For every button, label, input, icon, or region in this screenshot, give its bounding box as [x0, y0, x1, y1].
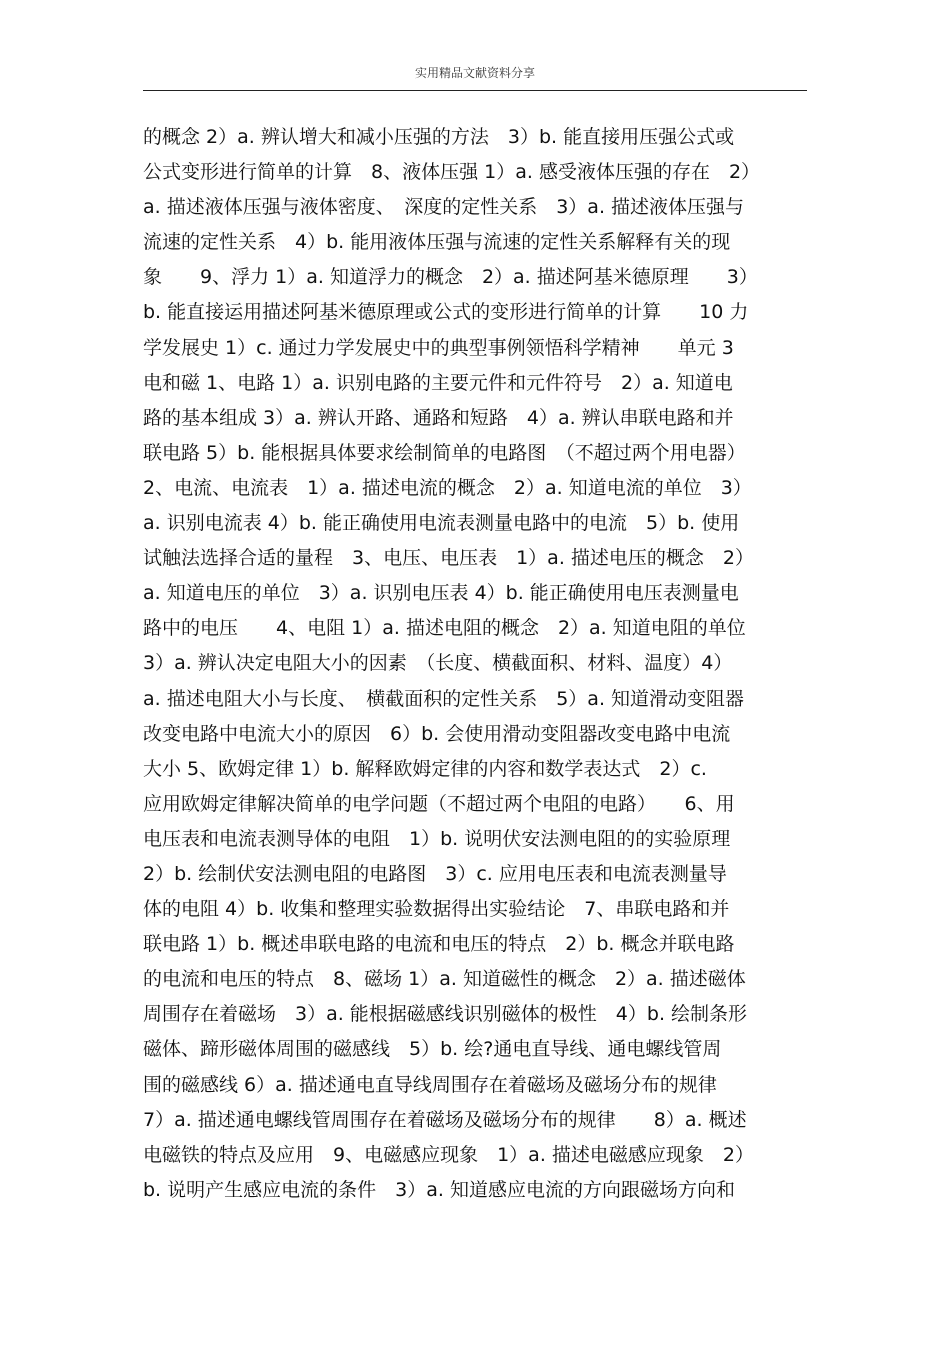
text-line: 改变电路中电流大小的原因 6）b. 会使用滑动变阻器改变电路中电流: [143, 722, 731, 745]
text-line: 7）a. 描述通电螺线管周围存在着磁场及磁场分布的规律 8）a. 概述: [143, 1108, 747, 1131]
header-divider: [143, 90, 807, 91]
body-text: [143, 120, 807, 1208]
text-line: 应用欧姆定律解决简单的电学问题（不超过两个电阻的电路） 6、用: [143, 792, 735, 815]
text-line: 大小 5、欧姆定律 1）b. 解释欧姆定律的内容和数学表达式 2）c.: [143, 757, 707, 780]
text-line: 象 9、浮力 1）a. 知道浮力的概念 2）a. 描述阿基米德原理 3）: [143, 266, 758, 289]
text-line: 联电路 1）b. 概述串联电路的电流和电压的特点 2）b. 概念并联电路: [143, 933, 735, 956]
text-line: a. 描述液体压强与液体密度、 深度的定性关系 3）a. 描述液体压强与: [143, 196, 745, 219]
text-line: 2）b. 绘制伏安法测电阻的电路图 3）c. 应用电压表和电流表测量导: [143, 862, 727, 885]
text-line: 电磁铁的特点及应用 9、电磁感应现象 1）a. 描述电磁感应现象 2）: [143, 1143, 754, 1166]
text-line: 的概念 2）a. 辨认增大和减小压强的方法 3）b. 能直接用压强公式或: [143, 126, 735, 148]
page-header-title: 实用精品文献资料分享: [414, 66, 535, 80]
text-line: 电压表和电流表测导体的电阻 1）b. 说明伏安法测电阻的的实验原理: [143, 827, 731, 850]
text-line: 电和磁 1、电路 1）a. 识别电路的主要元件和元件符号 2）a. 知道电: [143, 371, 733, 394]
text-line: b. 能直接运用描述阿基米德原理或公式的变形进行简单的计算 10 力: [143, 301, 749, 324]
text-line: 流速的定性关系 4）b. 能用液体压强与流速的定性关系解释有关的现: [143, 231, 731, 254]
text-line: a. 知道电压的单位 3）a. 识别电压表 4）b. 能正确使用电压表测量电: [143, 582, 739, 605]
text-line: 2、电流、电流表 1）a. 描述电流的概念 2）a. 知道电流的单位 3）: [143, 476, 752, 499]
text-line: 公式变形进行简单的计算 8、液体压强 1）a. 感受液体压强的存在 2）: [143, 161, 761, 184]
text-line: a. 识别电流表 4）b. 能正确使用电流表测量电路中的电流 5）b. 使用: [143, 512, 740, 535]
text-line: 围的磁感线 6）a. 描述通电直导线周围存在着磁场及磁场分布的规律: [143, 1073, 717, 1096]
text-line: 试触法选择合适的量程 3、电压、电压表 1）a. 描述电压的概念 2）: [143, 547, 754, 570]
text-line: 的电流和电压的特点 8、磁场 1）a. 知道磁性的概念 2）a. 描述磁体: [143, 968, 746, 991]
text-line: 3）a. 辨认决定电阻大小的因素 （长度、横截面积、材料、温度）4）: [143, 652, 733, 675]
text-line: 体的电阻 4）b. 收集和整理实验数据得出实验结论 7、串联电路和并: [143, 898, 730, 921]
text-line: a. 描述电阻大小与长度、 横截面积的定性关系 5）a. 知道滑动变阻器: [143, 687, 745, 710]
text-line: 路的基本组成 3）a. 辨认开路、通路和短路 4）a. 辨认串联电路和并: [143, 406, 734, 429]
text-line: 磁体、蹄形磁体周围的磁感线 5）b. 绘?通电直导线、通电螺线管周: [143, 1038, 722, 1061]
text-line: 周围存在着磁场 3）a. 能根据磁感线识别磁体的极性 4）b. 绘制条形: [143, 1003, 748, 1026]
text-line: 学发展史 1）c. 通过力学发展史中的典型事例领悟科学精神 单元 3: [143, 336, 734, 359]
text-line: 路中的电压 4、电阻 1）a. 描述电阻的概念 2）a. 知道电阻的单位: [143, 617, 746, 640]
text-line: b. 说明产生感应电流的条件 3）a. 知道感应电流的方向跟磁场方向和: [143, 1178, 735, 1201]
text-line: 联电路 5）b. 能根据具体要求绘制简单的电路图 （不超过两个用电器）: [143, 441, 746, 464]
